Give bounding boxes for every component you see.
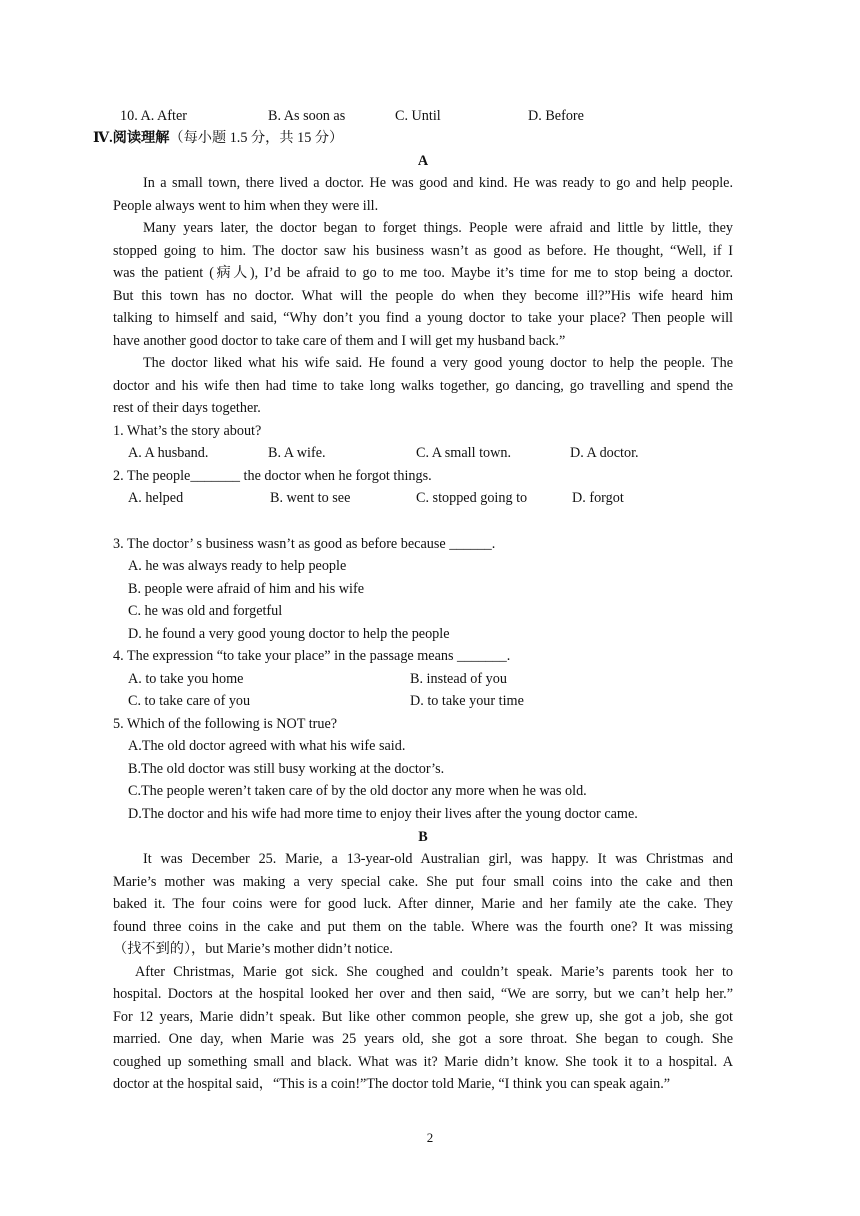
passage-b-line: coughed up something small and black. What was it? Marie didn’t know. She took it to a hospital. A [113, 1054, 733, 1070]
question-5-option-b: B.The old doctor was still busy working at the doctor’s. [128, 761, 445, 777]
passage-b-line: For 12 years, Marie didn’t speak. But like other common people, she grew up, she got a job, she got [113, 1009, 733, 1025]
question-4-option-b: B. instead of you [410, 671, 507, 687]
passage-a-line: doctor and his wife then had time to take long walks together, go dancing, go travelling and spend the [113, 378, 733, 394]
section-heading [93, 127, 343, 150]
question-4-stem: 4. The expression “to take your place” in the passage means _______. [113, 648, 511, 664]
passage-a-line: have another good doctor to take care of them and I will get my husband back.” [113, 333, 566, 349]
question-1-stem: 1. What’s the story about? [113, 423, 262, 439]
passage-b-line: （找不到的），but Marie’s mother didn’t notice. [113, 941, 393, 957]
question-5-option-a: A.The old doctor agreed with what his wife said. [128, 738, 406, 754]
passage-b-label: B [418, 829, 428, 845]
question-1-option-b: B. A wife. [268, 445, 326, 461]
passage-a-line: In a small town, there lived a doctor. He was good and kind. He was ready to go and help people. [143, 175, 733, 191]
passage-b-line: After Christmas, Marie got sick. She coughed and couldn’t speak. Marie’s parents took her to [135, 964, 733, 980]
question-3-option-b: B. people were afraid of him and his wife [128, 581, 364, 597]
passage-a-line: But this town has no doctor. What will the people do when they become ill?”His wife heard him [113, 288, 733, 304]
question-3-option-a: A. he was always ready to help people [128, 558, 347, 574]
passage-a-line: The doctor liked what his wife said. He found a very good young doctor to help the people. The [143, 355, 733, 371]
question-2-option-a: A. helped [128, 490, 184, 506]
passage-a-line: Many years later, the doctor began to forget things. People were afraid and little by little, they [143, 220, 733, 236]
q10-option-d: D. Before [528, 108, 584, 124]
section-heading-main: Ⅳ.阅读理解 [93, 130, 170, 146]
passage-a-line: talking to himself and said, “Why don’t you find a young doctor to take your place? Then people will [113, 310, 733, 326]
question-1-option-d: D. A doctor. [570, 445, 639, 461]
passage-a-line: People always went to him when they were ill. [113, 198, 379, 214]
page-number: 2 [426, 1130, 434, 1145]
passage-b-line: Marie’s mother was making a very special cake. She put four small coins into the cake and then [113, 874, 733, 890]
question-2-option-d: D. forgot [572, 490, 624, 506]
passage-a-line: rest of their days together. [113, 400, 261, 416]
passage-a-line: stopped going to him. The doctor saw his business wasn’t as good as before. He thought, “Well, if I [113, 243, 733, 259]
passage-b-line: It was December 25. Marie, a 13-year-old Australian girl, was happy. It was Christmas and [143, 851, 733, 867]
question-3-stem: 3. The doctor’ s business wasn’t as good as before because ______. [113, 536, 496, 552]
passage-a-label: A [417, 153, 429, 169]
question-1-option-a: A. A husband. [128, 445, 209, 461]
passage-b-line: found three coins in the cake and put them on the table. Where was the fourth one? It was missing [113, 919, 733, 935]
passage-b-line: married. One day, when Marie was 25 years old, she got a sore throat. She began to cough. She [113, 1031, 733, 1047]
passage-b-line: doctor at the hospital said，“This is a coin!”The doctor told Marie, “I think you can speak again.” [113, 1076, 671, 1092]
question-1-option-c: C. A small town. [416, 445, 511, 461]
question-5-stem: 5. Which of the following is NOT true? [113, 716, 338, 732]
passage-b-line: baked it. The four coins were for good luck. After dinner, Marie and her family ate the cake. They [113, 896, 733, 912]
section-heading-note: （每小题 1.5 分，共 15 分） [169, 130, 344, 146]
question-5-option-d: D.The doctor and his wife had more time to enjoy their lives after the young doctor came. [128, 806, 638, 822]
question-3-option-d: D. he found a very good young doctor to help the people [128, 626, 450, 642]
q10-option-c: C. Until [395, 108, 441, 124]
question-5-option-c: C.The people weren’t taken care of by the old doctor any more when he was old. [128, 783, 587, 799]
q10-option-a: 10. A. After [120, 108, 187, 124]
q10-option-b: B. As soon as [268, 108, 346, 124]
question-2-option-b: B. went to see [270, 490, 351, 506]
question-4-option-c: C. to take care of you [128, 693, 251, 709]
passage-b-line: hospital. Doctors at the hospital looked her over and then said, “We are sorry, but we can’t help her.” [113, 986, 733, 1002]
question-3-option-c: C. he was old and forgetful [128, 603, 283, 619]
question-4-option-d: D. to take your time [410, 693, 524, 709]
question-4-option-a: A. to take you home [128, 671, 244, 687]
question-2-option-c: C. stopped going to [416, 490, 528, 506]
passage-a-line: was the patient (病人), I’d be afraid to go to me too. Maybe it’s time for me to stop being a doctor. [113, 265, 733, 281]
question-2-stem: 2. The people_______ the doctor when he forgot things. [113, 468, 432, 484]
